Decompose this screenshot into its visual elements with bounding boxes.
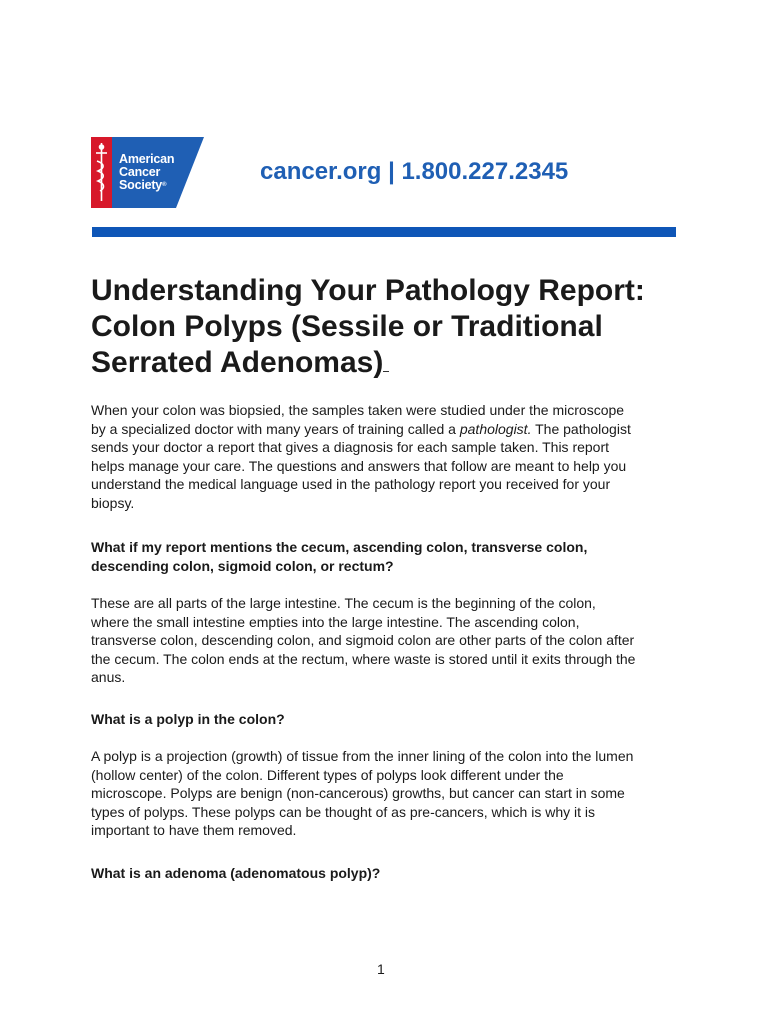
- answer-line: the cecum. The colon ends at the rectum, where waste is stored until it exits through the: [91, 650, 636, 667]
- answer-paragraph: [91, 747, 633, 840]
- logo-line-cancer: Cancer: [119, 165, 161, 179]
- document-title: [91, 273, 691, 381]
- answer-paragraph: [91, 594, 635, 687]
- question-line: What if my report mentions the cecum, ascending colon, transverse colon,: [91, 539, 588, 555]
- intro-line: helps manage your care. The questions and answers that follow are meant to help you: [91, 457, 627, 474]
- intro-paragraph: [91, 401, 631, 513]
- intro-line: [91, 420, 631, 439]
- title-line-3: Serrated Adenomas): [91, 346, 384, 379]
- answer-line: microscope. Polyps are benign (non-cancerous) growths, but cancer can start in some: [91, 785, 625, 802]
- question-heading: [91, 864, 380, 883]
- intro-line: biopsy.: [91, 494, 135, 511]
- acs-logo: [91, 137, 204, 208]
- underline-mark: [383, 357, 389, 372]
- question-line: What is an adenoma (adenomatous polyp)?: [91, 865, 381, 881]
- contact-line: cancer.org | 1.800.227.2345: [260, 158, 569, 185]
- answer-line: A polyp is a projection (growth) of tissue from the inner lining of the colon into the lumen: [91, 748, 634, 764]
- intro-line: When your colon was biopsied, the samples taken were studied under the microscope: [91, 402, 625, 418]
- registered-mark: ®: [162, 182, 167, 188]
- page-number: 1: [377, 961, 385, 977]
- title-line-2: Colon Polyps (Sessile or Traditional: [91, 310, 603, 343]
- header-divider: [92, 227, 676, 237]
- answer-line: (hollow center) of the colon. Different types of polyps look different under the: [91, 766, 564, 783]
- question-heading: [91, 538, 587, 575]
- logo-wordmark: [119, 153, 174, 192]
- answer-line: where the small intestine empties into the large intestine. The ascending colon,: [91, 613, 580, 630]
- question-line: descending colon, sigmoid colon, or rectum?: [91, 557, 394, 574]
- intro-line: sends your doctor a report that gives a diagnosis for each sample taken. This report: [91, 439, 610, 456]
- intro-text: The pathologist: [531, 420, 631, 437]
- answer-line: anus.: [91, 669, 126, 686]
- title-line-1: Understanding Your Pathology Report:: [91, 274, 645, 307]
- answer-line: types of polyps. These polyps can be thought of as pre-cancers, which is why it is: [91, 803, 595, 820]
- answer-line: transverse colon, descending colon, and sigmoid colon are other parts of the colon after: [91, 632, 635, 649]
- logo-line-american: American: [119, 152, 175, 166]
- answer-line: These are all parts of the large intestine. The cecum is the beginning of the colon,: [91, 595, 596, 611]
- intro-text: by a specialized doctor with many years of training called a: [91, 420, 460, 437]
- answer-line: important to have them removed.: [91, 822, 297, 839]
- intro-line: understand the medical language used in the pathology report you received for your: [91, 476, 611, 493]
- question-heading: [91, 710, 285, 729]
- question-line: What is a polyp in the colon?: [91, 711, 285, 727]
- logo-line-society: Society: [119, 178, 163, 192]
- pathologist-term: pathologist.: [459, 420, 532, 437]
